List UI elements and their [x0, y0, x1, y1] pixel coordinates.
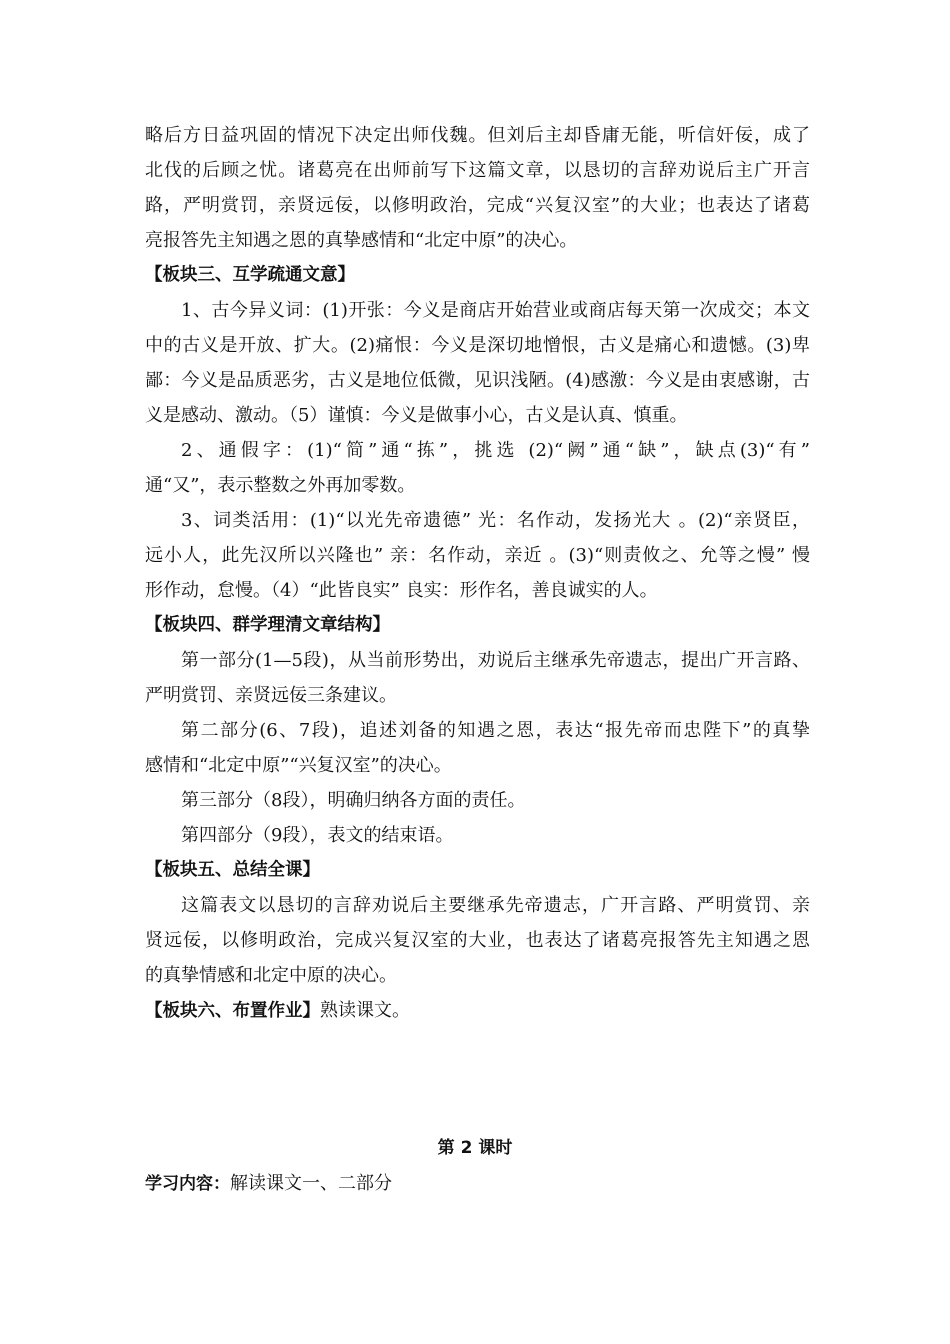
paragraph-line: 通“又”，表示整数之外再加零数。: [145, 475, 416, 496]
paragraph-line: 2、通假字：(1)“简”通“拣”，挑选 (2)“阙”通“缺”，缺点(3)“有”: [181, 440, 810, 461]
paragraph-line: 形作动，怠慢。（4）“此皆良实” 良实：形作名，善良诚实的人。: [145, 580, 658, 601]
lesson-title: 第 2 课时: [437, 1138, 513, 1158]
paragraph-line: 第一部分(1—5段)，从当前形势出，劝说后主继承先帝遗志，提出广开言路、: [181, 650, 810, 671]
paragraph-line: 路，严明赏罚，亲贤远佞，以修明政治，完成“兴复汉室”的大业；也表达了诸葛: [145, 195, 810, 216]
section-heading: 【板块三、互学疏通文意】: [145, 265, 355, 285]
document-body: [145, 118, 810, 1028]
paragraph-line: 亮报答先主知遇之恩的真挚感情和“北定中原”的决心。: [145, 230, 578, 251]
paragraph-line: 北伐的后顾之忧。诸葛亮在出师前写下这篇文章，以恳切的言辞劝说后主广开言: [145, 160, 810, 181]
paragraph-line: 这篇表文以恳切的言辞劝说后主要继承先帝遗志，广开言路、严明赏罚、亲: [181, 895, 810, 916]
homework-line: [145, 993, 810, 1028]
paragraph-line: 远小人，此先汉所以兴隆也” 亲：名作动，亲近 。(3)“则责攸之、允等之慢” 慢: [145, 545, 810, 566]
homework-text: 熟读课文。: [320, 1000, 410, 1021]
paragraph-line: 严明赏罚、亲贤远佞三条建议。: [145, 685, 397, 706]
section-heading: 【板块六、布置作业】: [145, 1001, 320, 1021]
learning-content-line: [145, 1166, 392, 1201]
paragraph-line: 1、古今异义词：(1)开张：今义是商店开始营业或商店每天第一次成交；本文: [181, 300, 810, 321]
paragraph-line: 鄙：今义是品质恶劣，古义是地位低微，见识浅陋。(4)感激：今义是由衷感谢，古: [145, 370, 810, 391]
paragraph-line: 中的古义是开放、扩大。(2)痛恨：今义是深切地憎恨，古义是痛心和遗憾。(3)卑: [145, 335, 810, 356]
paragraph-line: 的真挚情感和北定中原的决心。: [145, 965, 397, 986]
paragraph-line: 感情和“北定中原”“兴复汉室”的决心。: [145, 755, 452, 776]
paragraph-line: 第三部分（8段），明确归纳各方面的责任。: [181, 790, 526, 811]
paragraph-line: 义是感动、激动。（5）谨慎：今义是做事小心，古义是认真、慎重。: [145, 405, 688, 426]
paragraph-line: 贤远佞，以修明政治，完成兴复汉室的大业，也表达了诸葛亮报答先主知遇之恩: [145, 930, 810, 951]
learning-content-text: 解读课文一、二部分: [230, 1173, 392, 1194]
section-heading: 【板块四、群学理清文章结构】: [145, 615, 390, 635]
learning-content-label: 学习内容：: [145, 1174, 230, 1194]
paragraph-line: 3、词类活用：(1)“以光先帝遗德” 光：名作动，发扬光大 。(2)“亲贤臣，: [181, 510, 810, 531]
paragraph-line: 第四部分（9段），表文的结束语。: [181, 825, 454, 846]
paragraph-line: 略后方日益巩固的情况下决定出师伐魏。但刘后主却昏庸无能，听信奸佞，成了: [145, 125, 810, 146]
section-heading: 【板块五、总结全课】: [145, 860, 320, 880]
paragraph-line: 第二部分(6、7段)，追述刘备的知遇之恩，表达“报先帝而忠陛下”的真挚: [181, 720, 810, 741]
